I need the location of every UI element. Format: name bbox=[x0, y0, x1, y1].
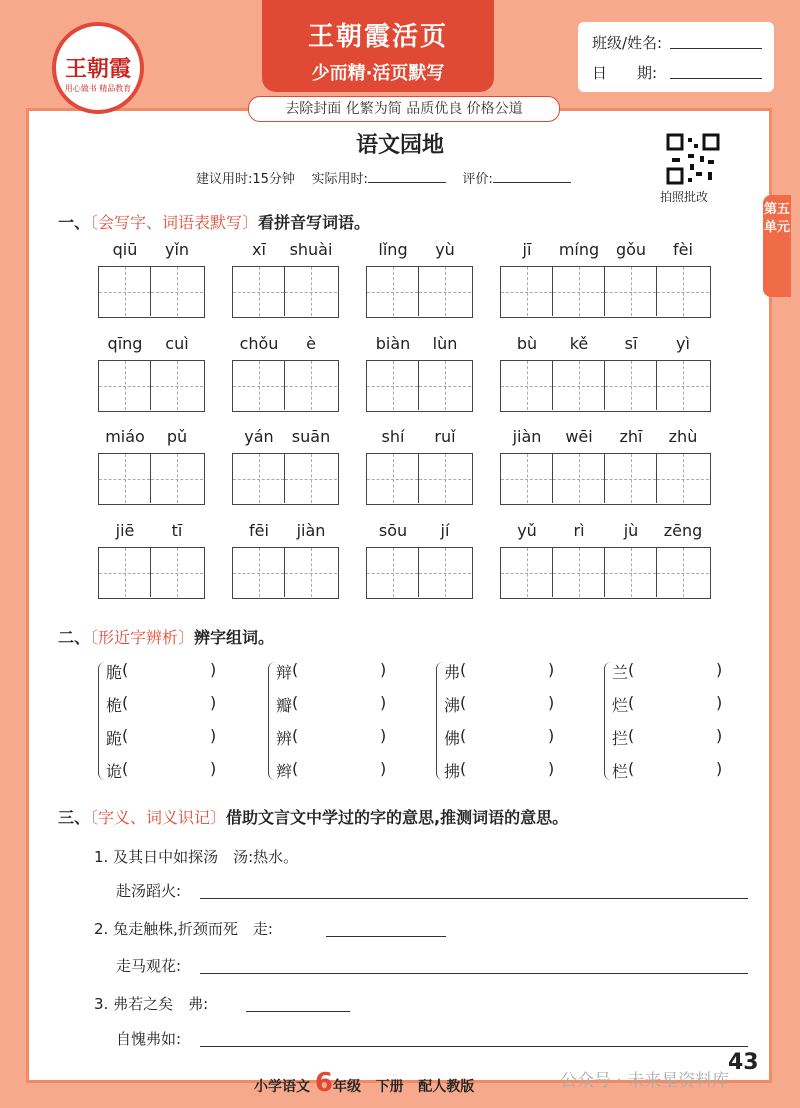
char-label: 烂 bbox=[612, 696, 629, 715]
slogan: 去除封面 化繁为简 品质优良 价格公道 bbox=[248, 96, 560, 122]
answer-paren: ) bbox=[210, 693, 217, 712]
pinyin-label: jù bbox=[623, 521, 639, 540]
answer-paren: ) bbox=[380, 759, 387, 778]
answer-line-1[interactable] bbox=[200, 898, 748, 899]
char-grid-group[interactable] bbox=[500, 427, 711, 505]
class-name-label: 班级/姓名: bbox=[592, 34, 663, 52]
answer-paren[interactable]: ( bbox=[122, 759, 129, 778]
char-cell[interactable] bbox=[99, 240, 151, 316]
pinyin-label: ruǐ bbox=[434, 427, 456, 446]
char-grid-group[interactable] bbox=[232, 427, 339, 505]
section2-heading: 二、〔形近字辨析〕辨字组词。 bbox=[58, 628, 275, 647]
answer-paren: ) bbox=[548, 726, 555, 745]
watermark: 公众号 · 未来星资料库 bbox=[560, 1071, 730, 1091]
answer-paren[interactable]: ( bbox=[460, 693, 467, 712]
word-1-label: 赴汤蹈火: bbox=[116, 882, 182, 900]
pinyin-label: cuì bbox=[165, 334, 189, 353]
brace-mark bbox=[436, 662, 443, 780]
char-cell[interactable] bbox=[605, 240, 657, 316]
char-cell[interactable] bbox=[233, 334, 285, 410]
answer-line-3[interactable] bbox=[200, 1046, 748, 1047]
char-label: 拂 bbox=[444, 762, 461, 781]
answer-paren: ) bbox=[380, 693, 387, 712]
char-cell[interactable] bbox=[657, 334, 709, 410]
answer-paren[interactable]: ( bbox=[460, 759, 467, 778]
pinyin-label: sī bbox=[624, 334, 638, 353]
question-1: 1. 及其日中如探汤 汤:热水。 bbox=[94, 848, 299, 866]
pinyin-label: yù bbox=[435, 240, 455, 259]
pinyin-label: yán bbox=[244, 427, 274, 446]
char-label: 脆 bbox=[106, 663, 123, 682]
pinyin-label: zēng bbox=[663, 521, 703, 540]
brace-mark bbox=[604, 662, 611, 780]
char-cell[interactable] bbox=[553, 521, 605, 597]
pinyin-label: zhī bbox=[619, 427, 643, 446]
char-label: 诡 bbox=[106, 762, 123, 781]
answer-paren: ) bbox=[380, 660, 387, 679]
char-grid-group[interactable] bbox=[500, 334, 711, 412]
brace-mark bbox=[268, 662, 275, 780]
char-grid-group[interactable] bbox=[98, 240, 205, 318]
char-grid-group[interactable] bbox=[366, 427, 473, 505]
char-cell[interactable] bbox=[151, 334, 203, 410]
pinyin-label: bù bbox=[516, 334, 538, 353]
char-label: 兰 bbox=[612, 663, 629, 682]
name-date-box bbox=[578, 22, 774, 92]
answer-paren[interactable]: ( bbox=[292, 660, 299, 679]
pinyin-label: yì bbox=[676, 334, 690, 353]
char-label: 辨 bbox=[276, 729, 293, 748]
answer-paren[interactable]: ( bbox=[292, 759, 299, 778]
char-cell[interactable] bbox=[367, 240, 419, 316]
answer-paren[interactable]: ( bbox=[460, 660, 467, 679]
pinyin-label: jí bbox=[440, 521, 450, 540]
word-2-label: 走马观花: bbox=[116, 957, 182, 975]
char-label: 辫 bbox=[276, 762, 293, 781]
answer-paren[interactable]: ( bbox=[628, 693, 635, 712]
pinyin-label: jiàn bbox=[512, 427, 542, 446]
word-3-label: 自愧弗如: bbox=[116, 1030, 182, 1048]
time-info: 建议用时:15分钟 实际用时: 评价: bbox=[196, 168, 571, 187]
answer-paren: ) bbox=[548, 660, 555, 679]
answer-paren[interactable]: ( bbox=[460, 726, 467, 745]
pinyin-label: zhù bbox=[668, 427, 698, 446]
char-cell[interactable] bbox=[657, 240, 709, 316]
meaning-line-3[interactable] bbox=[246, 1011, 350, 1012]
qr-code-icon[interactable] bbox=[664, 132, 722, 186]
footer: 小学语文 6年级 下册 配人教版 bbox=[254, 1068, 475, 1098]
char-cell[interactable] bbox=[367, 334, 419, 410]
pinyin-label: jiē bbox=[115, 521, 135, 540]
char-cell[interactable] bbox=[553, 334, 605, 410]
pinyin-label: qiū bbox=[112, 240, 138, 259]
brand-subtitle: 少而精·活页默写 bbox=[311, 63, 445, 84]
answer-paren: ) bbox=[210, 660, 217, 679]
pinyin-label: shí bbox=[381, 427, 405, 446]
char-cell[interactable] bbox=[419, 334, 471, 410]
char-group bbox=[268, 660, 398, 785]
char-grid-group[interactable] bbox=[98, 334, 205, 412]
brand-banner bbox=[262, 0, 494, 92]
answer-paren[interactable]: ( bbox=[122, 693, 129, 712]
pinyin-label: è bbox=[306, 334, 316, 353]
answer-line-2[interactable] bbox=[200, 973, 748, 974]
char-cell[interactable] bbox=[419, 427, 471, 503]
answer-paren[interactable]: ( bbox=[628, 759, 635, 778]
pinyin-label: yǔ bbox=[517, 521, 537, 540]
char-group bbox=[604, 660, 734, 785]
char-label: 拦 bbox=[612, 729, 629, 748]
pinyin-label: shuài bbox=[289, 240, 333, 259]
char-label: 栏 bbox=[612, 762, 629, 781]
pinyin-label: suān bbox=[291, 427, 331, 446]
answer-paren[interactable]: ( bbox=[292, 726, 299, 745]
char-cell[interactable] bbox=[605, 334, 657, 410]
char-cell[interactable] bbox=[99, 427, 151, 503]
char-cell[interactable] bbox=[605, 427, 657, 503]
answer-paren: ) bbox=[210, 759, 217, 778]
pinyin-label: fèi bbox=[673, 240, 693, 259]
char-grid-group[interactable] bbox=[232, 240, 339, 318]
page-number: 43 bbox=[728, 1050, 759, 1075]
pinyin-label: yǐn bbox=[164, 240, 190, 259]
answer-paren: ) bbox=[548, 693, 555, 712]
char-cell[interactable] bbox=[285, 334, 337, 410]
char-label: 辩 bbox=[276, 663, 293, 682]
pinyin-label: rì bbox=[573, 521, 585, 540]
char-cell[interactable] bbox=[233, 240, 285, 316]
pinyin-label: sōu bbox=[378, 521, 408, 540]
pinyin-label: biàn bbox=[375, 334, 411, 353]
answer-paren: ) bbox=[716, 693, 723, 712]
pinyin-label: jī bbox=[522, 240, 532, 259]
class-name-field[interactable] bbox=[670, 48, 762, 49]
pinyin-label: chǒu bbox=[239, 334, 279, 353]
pinyin-label: lùn bbox=[432, 334, 458, 353]
char-cell[interactable] bbox=[285, 521, 337, 597]
question-3: 3. 弗若之矣 弗: bbox=[94, 995, 209, 1013]
char-grid-group[interactable] bbox=[98, 427, 205, 505]
meaning-line-2[interactable] bbox=[326, 936, 446, 937]
question-2: 2. 兔走触株,折颈而死 走: bbox=[94, 920, 273, 938]
char-cell[interactable] bbox=[285, 240, 337, 316]
char-cell[interactable] bbox=[657, 427, 709, 503]
answer-paren: ) bbox=[716, 660, 723, 679]
answer-paren: ) bbox=[716, 726, 723, 745]
answer-paren[interactable]: ( bbox=[628, 726, 635, 745]
answer-paren[interactable]: ( bbox=[122, 660, 129, 679]
char-label: 佛 bbox=[444, 729, 461, 748]
char-grid-group[interactable] bbox=[500, 240, 711, 318]
char-cell[interactable] bbox=[99, 521, 151, 597]
char-grid-group[interactable] bbox=[500, 521, 711, 599]
pinyin-label: xī bbox=[252, 240, 266, 259]
pinyin-label: gǒu bbox=[615, 240, 647, 259]
actual-time-field[interactable] bbox=[368, 182, 446, 183]
char-group bbox=[98, 660, 228, 785]
publisher-logo: 王朝霞 用心做书 精品教育 bbox=[52, 22, 144, 114]
char-grid-group[interactable] bbox=[232, 521, 339, 599]
char-cell[interactable] bbox=[233, 427, 285, 503]
char-group bbox=[436, 660, 566, 785]
brand-title: 王朝霞活页 bbox=[307, 22, 448, 52]
eval-field[interactable] bbox=[493, 182, 571, 183]
pinyin-label: tī bbox=[171, 521, 183, 540]
qr-label: 拍照批改 bbox=[660, 190, 709, 204]
char-grid-group[interactable] bbox=[366, 240, 473, 318]
answer-paren: ) bbox=[380, 726, 387, 745]
char-grid-group[interactable] bbox=[232, 334, 339, 412]
unit-tab: 第五单元 bbox=[763, 195, 791, 297]
char-cell[interactable] bbox=[501, 521, 553, 597]
char-cell[interactable] bbox=[501, 334, 553, 410]
pinyin-label: lǐng bbox=[378, 240, 408, 259]
section1-heading: 一、〔会写字、词语表默写〕看拼音写词语。 bbox=[58, 213, 371, 232]
char-label: 桅 bbox=[106, 696, 123, 715]
pinyin-label: míng bbox=[558, 240, 600, 259]
char-label: 弗 bbox=[444, 663, 461, 682]
char-cell[interactable] bbox=[233, 521, 285, 597]
char-grid-group[interactable] bbox=[98, 521, 205, 599]
char-cell[interactable] bbox=[285, 427, 337, 503]
answer-paren[interactable]: ( bbox=[292, 693, 299, 712]
pinyin-label: miáo bbox=[105, 427, 145, 446]
answer-paren: ) bbox=[548, 759, 555, 778]
pinyin-label: fēi bbox=[249, 521, 269, 540]
char-cell[interactable] bbox=[151, 240, 203, 316]
char-cell[interactable] bbox=[99, 334, 151, 410]
char-grid-group[interactable] bbox=[366, 521, 473, 599]
char-grid-group[interactable] bbox=[366, 334, 473, 412]
char-label: 瓣 bbox=[276, 696, 293, 715]
char-cell[interactable] bbox=[151, 521, 203, 597]
char-label: 跪 bbox=[106, 729, 123, 748]
answer-paren: ) bbox=[716, 759, 723, 778]
pinyin-label: pǔ bbox=[166, 427, 188, 446]
answer-paren: ) bbox=[210, 726, 217, 745]
pinyin-label: kě bbox=[569, 334, 589, 353]
char-cell[interactable] bbox=[657, 521, 709, 597]
char-cell[interactable] bbox=[419, 521, 471, 597]
answer-paren[interactable]: ( bbox=[628, 660, 635, 679]
char-cell[interactable] bbox=[419, 240, 471, 316]
char-cell[interactable] bbox=[501, 240, 553, 316]
date-field[interactable] bbox=[670, 78, 762, 79]
char-cell[interactable] bbox=[501, 427, 553, 503]
char-label: 沸 bbox=[444, 696, 461, 715]
char-cell[interactable] bbox=[605, 521, 657, 597]
pinyin-label: jiàn bbox=[296, 521, 326, 540]
pinyin-label: qīng bbox=[107, 334, 143, 353]
section3-heading: 三、〔字义、词义识记〕借助文言文中学过的字的意思,推测词语的意思。 bbox=[58, 808, 569, 827]
page-title: 语文园地 bbox=[355, 133, 444, 158]
pinyin-label: wēi bbox=[565, 427, 593, 446]
char-cell[interactable] bbox=[553, 240, 605, 316]
brace-mark bbox=[98, 662, 105, 780]
char-cell[interactable] bbox=[553, 427, 605, 503]
date-label: 日 期: bbox=[592, 64, 658, 82]
char-cell[interactable] bbox=[367, 521, 419, 597]
char-cell[interactable] bbox=[151, 427, 203, 503]
char-cell[interactable] bbox=[367, 427, 419, 503]
answer-paren[interactable]: ( bbox=[122, 726, 129, 745]
